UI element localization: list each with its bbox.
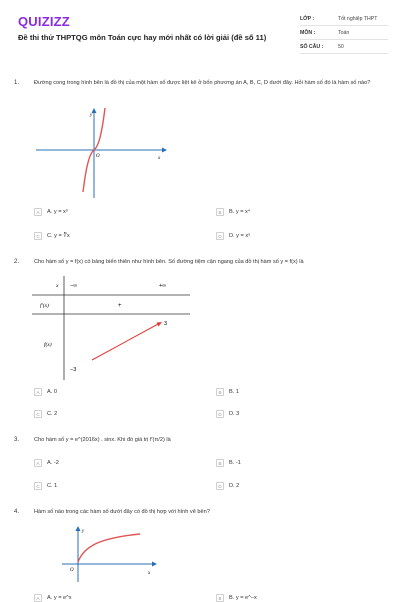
question-number: 4. <box>14 509 20 515</box>
document-meta <box>300 12 388 54</box>
question-text: Đường cong trong hình bên là đồ thị của một hàm số được liệt kê ở bốn phương án A, B, C, D dưới đây. Hỏi hàm số đó là hàm số nào? <box>34 80 371 86</box>
derivative-sign: + <box>118 303 122 309</box>
option-text: C. 2 <box>47 411 58 417</box>
option-text: A. y = e^x <box>47 595 72 601</box>
f-lower-limit: −3 <box>70 367 77 373</box>
option-d[interactable] <box>216 482 239 490</box>
option-letter-box: A <box>34 388 42 396</box>
meta-value: Tốt nghiệp THPT <box>338 15 378 22</box>
meta-value: 50 <box>338 43 344 50</box>
option-text: B. 1 <box>229 389 239 395</box>
option-text: B. y = e^−x <box>229 595 257 601</box>
x-left-value: −∞ <box>70 283 78 289</box>
meta-label: LỚP : <box>300 15 315 22</box>
option-letter-box: A <box>34 208 42 216</box>
option-letter-box: B <box>216 594 224 602</box>
x-row-label: x <box>56 283 59 289</box>
option-letter-box: C <box>34 482 42 490</box>
question-number: 2. <box>14 259 20 265</box>
y-axis-label: y <box>82 529 85 534</box>
quizizz-logo[interactable]: QUIZIZZ <box>18 14 70 29</box>
option-text: B. -1 <box>229 460 241 466</box>
option-letter-box: A <box>34 594 42 602</box>
option-text: A. -2 <box>47 460 59 466</box>
option-letter-box: A <box>34 459 42 467</box>
option-b[interactable] <box>216 459 241 467</box>
option-letter-box: B <box>216 459 224 467</box>
y-axis-arrow <box>92 108 97 113</box>
option-letter-box: D <box>216 410 224 418</box>
y-axis-arrow <box>76 526 81 531</box>
question-text: Cho hàm số y = e^(2016x) . sinx. Khi đó giá trị f′(π/2) là <box>34 437 171 443</box>
question-number: 3. <box>14 437 20 443</box>
option-a[interactable] <box>34 388 57 396</box>
question-text: Hàm số nào trong các hàm số dưới đây có đồ thị hợp với hình vẽ bên? <box>34 509 210 515</box>
option-b[interactable] <box>216 388 239 396</box>
option-b[interactable] <box>216 594 257 602</box>
option-c[interactable] <box>34 482 57 490</box>
option-letter-box: C <box>34 232 42 240</box>
option-text: C. y = ∛x <box>47 233 70 239</box>
option-letter-box: B <box>216 208 224 216</box>
option-text: D. 2 <box>229 483 240 489</box>
increasing-arrow <box>92 323 160 360</box>
option-c[interactable] <box>34 232 70 240</box>
option-text: D. y = x⁵ <box>229 233 251 239</box>
x-axis-label: x <box>148 571 151 576</box>
x-axis-label: x <box>158 156 161 161</box>
meta-row-subject <box>300 26 388 40</box>
option-a[interactable] <box>34 594 72 602</box>
origin-label: O <box>96 154 100 159</box>
function-curve <box>78 534 140 562</box>
option-text: B. y = x⁴ <box>229 209 251 215</box>
option-text: A. 0 <box>47 389 57 395</box>
function-row-label: f(x) <box>44 342 52 348</box>
x-axis-arrow <box>162 148 167 153</box>
option-a[interactable] <box>34 208 68 216</box>
exponential-graph-figure <box>60 524 160 584</box>
cubic-graph-figure <box>36 106 170 198</box>
variation-table-figure <box>32 276 192 380</box>
meta-row-class <box>300 12 388 26</box>
option-text: D. 3 <box>229 411 240 417</box>
option-text: C. 1 <box>47 483 58 489</box>
question-number: 1. <box>14 80 20 86</box>
question-text: Cho hàm số y = f(x) có bảng biến thiên như hình bên. Số đường tiệm cận ngang của đồ thị hàm số y = f(x) là <box>34 259 304 265</box>
option-c[interactable] <box>34 410 57 418</box>
x-axis-arrow <box>152 562 157 567</box>
option-letter-box: C <box>34 410 42 418</box>
x-right-value: +∞ <box>159 283 167 289</box>
meta-label: MÔN : <box>300 29 316 36</box>
option-a[interactable] <box>34 459 59 467</box>
meta-label: SỐ CÂU : <box>300 43 324 50</box>
document-header <box>0 0 400 62</box>
option-letter-box: D <box>216 232 224 240</box>
meta-row-count <box>300 40 388 54</box>
option-text: A. y = x³ <box>47 209 68 215</box>
option-d[interactable] <box>216 410 239 418</box>
document-title: Đề thi thử THPTQG môn Toán cực hay mới nhất có lời giải (đề số 11) <box>18 33 267 42</box>
option-letter-box: B <box>216 388 224 396</box>
origin-label: O <box>70 568 74 573</box>
option-d[interactable] <box>216 232 250 240</box>
meta-value: Toán <box>338 29 350 36</box>
y-axis-label: y <box>90 113 93 118</box>
f-upper-limit: 3 <box>164 321 168 327</box>
option-b[interactable] <box>216 208 250 216</box>
derivative-row-label: f′(x) <box>40 303 49 309</box>
option-letter-box: D <box>216 482 224 490</box>
